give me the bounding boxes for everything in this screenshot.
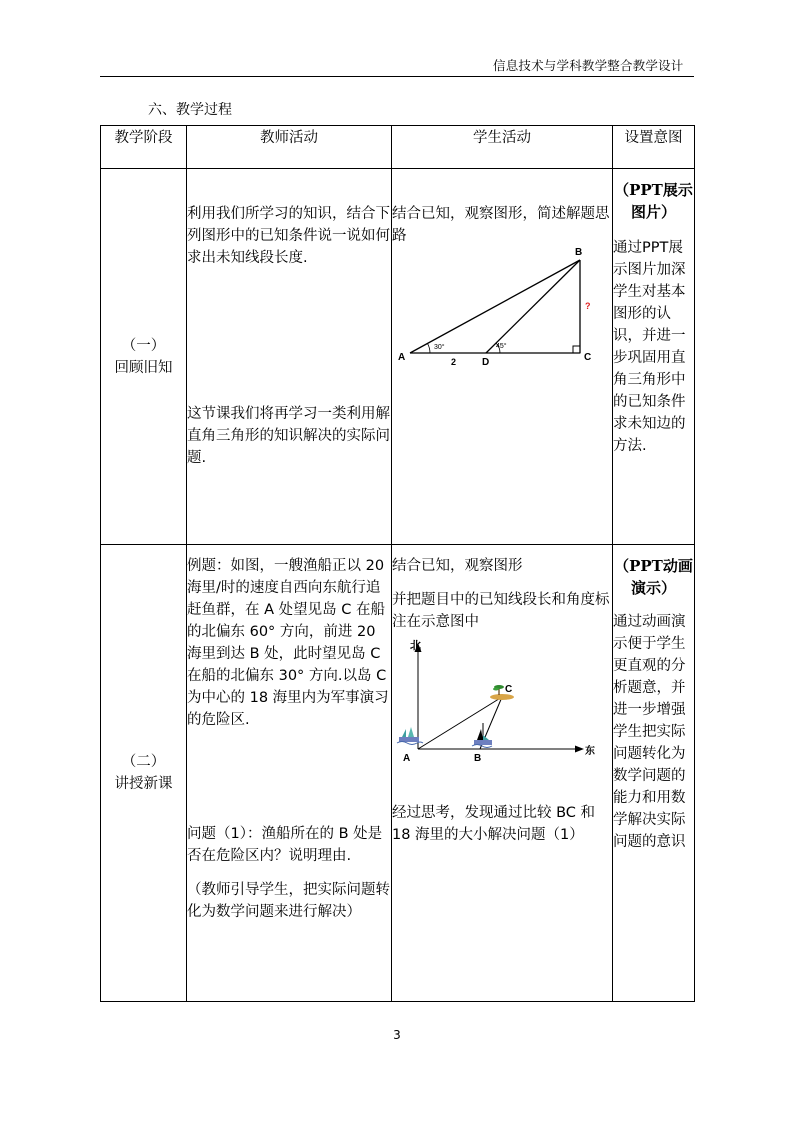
- east-label: 东: [585, 746, 595, 757]
- header-title: 信息技术与学科教学整合教学设计: [493, 58, 684, 73]
- stage-name: 讲授新课: [114, 776, 173, 792]
- point-a-label: A: [398, 352, 406, 363]
- student-text: 结合已知，观察图形，简述解题思路: [392, 206, 610, 244]
- student-text: 结合已知，观察图形: [392, 558, 523, 574]
- header-teacher-activity: 教师活动: [187, 126, 392, 169]
- student-activity-cell: [392, 545, 613, 1002]
- stage-number: （一）: [121, 337, 166, 354]
- teacher-text: 利用我们所学习的知识，结合下列图形中的已知条件说一说如何求出未知线段长度.: [187, 206, 390, 266]
- design-intent-cell: [613, 545, 695, 1002]
- point-d-label: D: [482, 357, 490, 368]
- intent-text: 通过动画演示便于学生更直观的分析题意，并进一步增强学生把实际问题转化为数学问题的能力和用数学解决实际问题的意识: [613, 614, 686, 850]
- header-rule: [100, 76, 694, 77]
- point-c-label: C: [584, 352, 592, 363]
- unknown-side-label: ?: [585, 301, 591, 311]
- lesson-process-table: [100, 125, 695, 1002]
- intent-title: （PPT动画演示）: [614, 557, 693, 597]
- intent-text: 通过PPT展示图片加深学生对基本图形的认识，并进一步巩固用直角三角形中的已知条件求未知边的方法.: [613, 240, 686, 454]
- stage-name: 回顾旧知: [114, 359, 173, 376]
- table-row: [101, 545, 695, 1002]
- ship-a-icon: [397, 727, 423, 745]
- teacher-activity-cell: [187, 169, 392, 545]
- stage-cell: [101, 169, 187, 545]
- point-b-label: B: [474, 753, 482, 764]
- angle-a-label: 30°: [434, 344, 445, 351]
- student-text: 并把题目中的已知线段长和角度标注在示意图中: [392, 592, 610, 630]
- point-b-label: B: [575, 247, 583, 258]
- north-label: 北: [410, 639, 421, 652]
- point-a-label: A: [403, 753, 411, 764]
- section-heading: 六、教学过程: [148, 102, 232, 118]
- ship-island-figure: [392, 637, 597, 772]
- teacher-text: 问题（1）：渔船所在的 B 处是否在危险区内？说明理由.: [187, 826, 383, 864]
- student-text: 经过思考，发现通过比较 BC 和 18 海里的大小解决问题（1）: [392, 805, 596, 843]
- angle-d-label: 45°: [496, 343, 507, 350]
- island-c-label: C: [505, 684, 513, 695]
- intent-title: （PPT展示图片）: [614, 181, 693, 221]
- header-design-intent: 设置意图: [613, 126, 695, 169]
- student-activity-cell: [392, 169, 613, 545]
- page-number: 3: [393, 1028, 401, 1042]
- table-header-row: [101, 126, 695, 169]
- design-intent-cell: [613, 169, 695, 545]
- table-row: [101, 169, 695, 545]
- stage-cell: [101, 545, 187, 1002]
- stage-number: （二）: [121, 754, 166, 770]
- right-triangle-figure: [392, 247, 597, 377]
- teacher-text: 例题：如图，一艘渔船正以 20 海里/时的速度自西向东航行追赶鱼群，在 A 处望见岛 C 在船的北偏东 60° 方向，前进 20 海里到达 B 处，此时望见岛 C 在船的北偏东 30° 方向.以岛 C 为中心的 18 海里内为军事演习的危险区.: [187, 558, 389, 728]
- teacher-text: （教师引导学生，把实际问题转化为数学问题来进行解决）: [187, 882, 390, 920]
- teacher-activity-cell: [187, 545, 392, 1002]
- header-student-activity: 学生活动: [392, 126, 613, 169]
- header-stage: 教学阶段: [101, 126, 187, 169]
- base-length-label: 2: [451, 357, 457, 367]
- teacher-text: 这节课我们将再学习一类利用解直角三角形的知识解决的实际问题.: [187, 406, 390, 466]
